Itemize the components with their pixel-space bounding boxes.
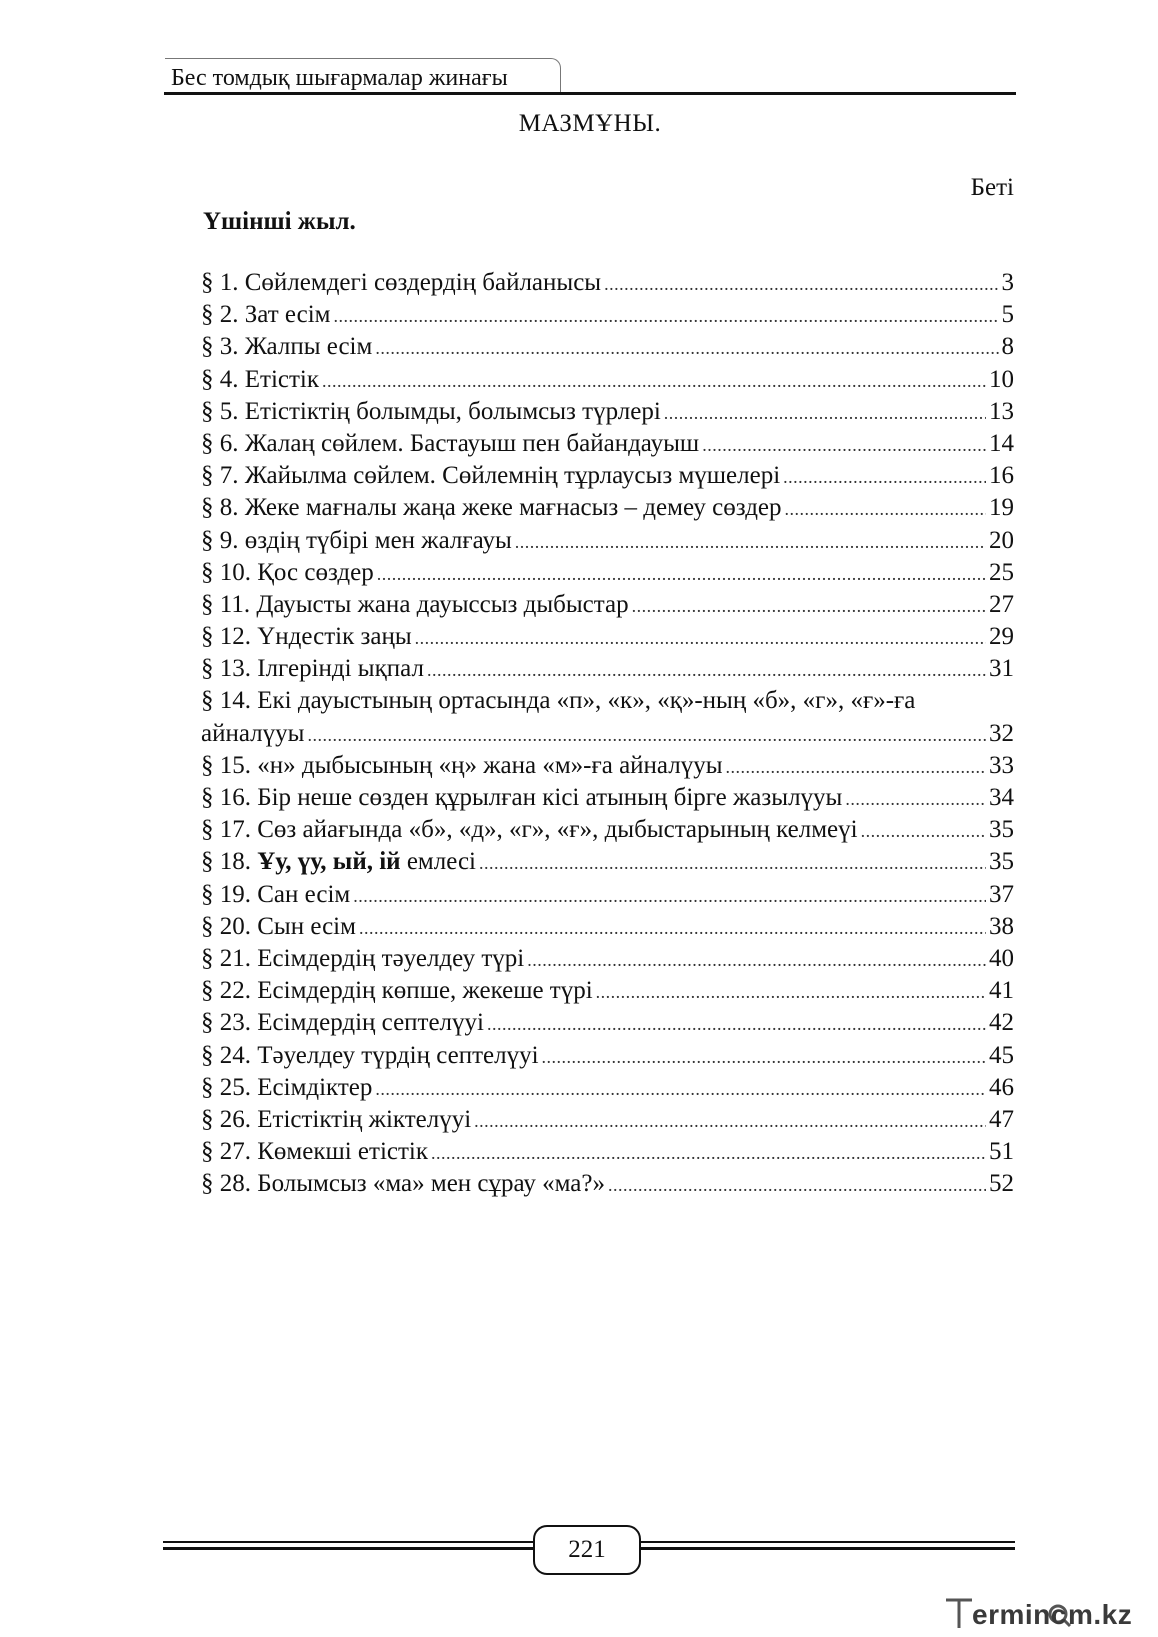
toc-entry — [201, 846, 1014, 878]
toc-entry-title: § 9. өздің түбірі мен жалғауы — [201, 526, 512, 554]
toc-entry-title: § 17. Сөз айағында «б», «д», «г», «ғ», дыбыстарының келмеүі — [201, 816, 858, 844]
dot-leader — [608, 1168, 986, 1201]
toc-entry-page: 35 — [989, 816, 1014, 844]
toc-entry — [201, 1072, 1014, 1104]
toc-entry — [201, 331, 1014, 363]
toc-entry-page: 8 — [1001, 333, 1014, 361]
dot-leader — [375, 1072, 986, 1105]
toc-entry-title: § 1. Сөйлемдегі сөздердің байланысы — [201, 269, 602, 296]
page-number: 221 — [568, 1536, 606, 1563]
dot-leader — [353, 879, 986, 912]
toc-entry-title: § 3. Жалпы есім — [201, 333, 373, 361]
toc-entry-suffix: емлесі — [400, 848, 476, 876]
toc-entry — [201, 492, 1014, 524]
dot-leader — [474, 1104, 986, 1137]
toc-entry-page: 42 — [989, 1009, 1014, 1037]
toc-entry — [201, 364, 1014, 396]
dot-leader — [375, 331, 998, 364]
dot-leader — [377, 557, 986, 590]
toc-entry-title: § 11. Дауысты жана дауыссыз дыбыстар — [201, 590, 629, 618]
toc-entry-page: 38 — [989, 912, 1014, 940]
toc-entry-page: 13 — [989, 397, 1014, 425]
toc-entry-page: 27 — [989, 590, 1014, 618]
running-head-frame — [165, 58, 561, 95]
toc-entry-title: § 13. Ілгеріндi ықпал — [201, 655, 424, 683]
toc-entry-title: § 24. Тәуелдеу түрдің септелүуі — [201, 1041, 539, 1069]
toc-entry-page: 29 — [989, 623, 1014, 651]
toc-entry-page: 20 — [989, 526, 1014, 554]
toc-entry-title: § 26. Етістіктің жіктелүуі — [201, 1105, 472, 1133]
dot-leader — [527, 943, 986, 976]
footer-rule-left-top — [163, 1541, 535, 1543]
toc-entry — [201, 814, 1014, 846]
dot-leader — [479, 846, 986, 879]
toc-entry — [201, 525, 1014, 557]
toc-entry — [201, 1168, 1014, 1200]
toc-entry-page: 46 — [989, 1073, 1014, 1101]
toc-entry — [201, 1040, 1014, 1072]
toc-entry — [201, 943, 1014, 975]
toc-entry-title: § 15. «н» дыбысының «ң» жана «м»-ға айналүуы — [201, 751, 723, 779]
toc-entry — [201, 299, 1014, 331]
toc-entry-page: 41 — [989, 977, 1014, 1005]
dot-leader — [431, 1136, 986, 1169]
toc-entry — [201, 685, 1014, 717]
dot-leader — [596, 975, 986, 1008]
toc-entry — [201, 396, 1014, 428]
toc-entry-title: § 4. Етістік — [201, 365, 320, 393]
toc-entry-page: 45 — [989, 1041, 1014, 1069]
toc-entry-title: § 8. Жеке мағналы жаңа жеке мағнасыз – демеу сөздер — [201, 494, 782, 522]
dot-leader — [702, 428, 986, 461]
footer-rule-right-top — [637, 1541, 1015, 1543]
dot-leader — [542, 1040, 986, 1073]
dot-leader — [845, 782, 986, 815]
dot-leader — [604, 267, 998, 300]
toc-entry-page: 37 — [989, 880, 1014, 908]
running-title: Бес томдық шығармалар жинағы — [171, 65, 508, 91]
toc-entry-page: 3 — [1001, 269, 1014, 296]
toc-entry-page: 35 — [989, 848, 1014, 876]
toc-entry-title: § 19. Сан есім — [201, 880, 351, 908]
toc-entry — [201, 911, 1014, 943]
toc-entry-page: 32 — [989, 719, 1014, 747]
footer-rule-right-bottom — [637, 1547, 1015, 1550]
toc-entry-title: § 7. Жайылма сөйлем. Сөйлемнің тұрлаусыз мүшелері — [201, 462, 781, 490]
svg-text:erminc: erminc — [972, 1599, 1067, 1630]
toc-entry-page: 47 — [989, 1105, 1014, 1133]
dot-leader — [359, 911, 986, 944]
dot-leader — [322, 364, 986, 397]
toc-entry — [201, 1136, 1014, 1168]
dot-leader — [487, 1007, 986, 1040]
toc-entry — [201, 557, 1014, 589]
toc-entry-title: § 10. Қос сөздер — [201, 558, 374, 586]
dot-leader — [785, 492, 986, 525]
toc-entry-title: § 16. Бір неше сөзден құрылған кісі атының бірге жазылүуы — [201, 784, 843, 811]
toc-entry-page: 14 — [989, 429, 1014, 457]
toc-entry-page: 52 — [989, 1170, 1014, 1198]
toc-entry — [201, 750, 1014, 782]
watermark-logo — [942, 1590, 1148, 1630]
toc-entry — [201, 653, 1014, 685]
dot-leader — [427, 653, 986, 686]
toc-entry-title: § 25. Есімдіктер — [201, 1073, 373, 1101]
toc-entry-continuation — [201, 718, 1014, 750]
toc-entry-title: § 21. Есімдердің тәуелдеу түрі — [201, 944, 525, 972]
dot-leader — [515, 525, 986, 558]
toc-entry-title — [201, 846, 476, 878]
svg-text:m.kz: m.kz — [1068, 1599, 1133, 1630]
page-number-box — [533, 1525, 641, 1575]
toc-entry — [201, 589, 1014, 621]
toc-entry-page: 34 — [989, 784, 1014, 811]
toc-entry-title: § 12. Үндестік заңы — [201, 623, 412, 651]
footer-rule-left-bottom — [163, 1547, 535, 1550]
toc-entry — [201, 460, 1014, 492]
dot-leader — [307, 718, 986, 751]
toc-entry — [201, 428, 1014, 460]
page-title: МАЗМҰНЫ. — [518, 110, 662, 137]
toc-entry-title: § 22. Есімдердің көпше, жекеше түрі — [201, 977, 593, 1005]
toc-entry-title: айналүуы — [201, 719, 305, 747]
section-heading: Үшінші жыл. — [203, 208, 356, 235]
toc-entry-page: 31 — [989, 655, 1014, 683]
toc-entry-page: 5 — [1001, 301, 1014, 329]
dot-leader — [333, 299, 998, 332]
toc-entry — [201, 621, 1014, 653]
dot-leader — [664, 396, 986, 429]
page-column-label: Беті — [970, 174, 1014, 201]
toc-entry-bold-text: Ұу, үу, ый, ій — [257, 848, 401, 876]
toc-entry-title: § 20. Сын есім — [201, 912, 356, 940]
toc-entry — [201, 267, 1014, 299]
dot-leader — [861, 814, 986, 847]
toc-entry-page: 19 — [989, 494, 1014, 522]
dot-leader — [726, 750, 986, 783]
dot-leader — [632, 589, 986, 622]
toc-entry-title: § 14. Екі дауыстының ортасында «п», «к», «қ»-ның «б», «г», «ғ»-ға — [201, 687, 916, 715]
toc-entry-page: 51 — [989, 1138, 1014, 1166]
toc-entry — [201, 879, 1014, 911]
toc-entry-title: § 2. Зат есім — [201, 301, 331, 329]
toc-entry-page: 10 — [989, 365, 1014, 393]
table-of-contents — [201, 267, 1014, 1200]
toc-entry-prefix: § 18. — [201, 848, 258, 876]
toc-entry — [201, 975, 1014, 1007]
toc-entry — [201, 782, 1014, 814]
toc-entry-title: § 6. Жалаң сөйлем. Бастауыш пен байандауыш — [201, 429, 700, 457]
toc-entry-title: § 27. Көмекші етістік — [201, 1138, 429, 1166]
toc-entry-title: § 5. Етістіктің болымды, болымсыз түрлері — [201, 397, 661, 425]
toc-entry-page: 25 — [989, 558, 1014, 586]
dot-leader — [415, 621, 986, 654]
toc-entry — [201, 1007, 1014, 1039]
toc-entry-page: 33 — [989, 751, 1014, 779]
toc-entry-page: 40 — [989, 944, 1014, 972]
toc-entry-title: § 23. Есімдердің септелүуі — [201, 1009, 484, 1037]
toc-entry-title: § 28. Болымсыз «ма» мен сұрау «ма?» — [201, 1170, 605, 1198]
toc-entry — [201, 1104, 1014, 1136]
header-rule — [164, 92, 1016, 95]
dot-leader — [783, 460, 986, 493]
toc-entry-page: 16 — [989, 462, 1014, 490]
